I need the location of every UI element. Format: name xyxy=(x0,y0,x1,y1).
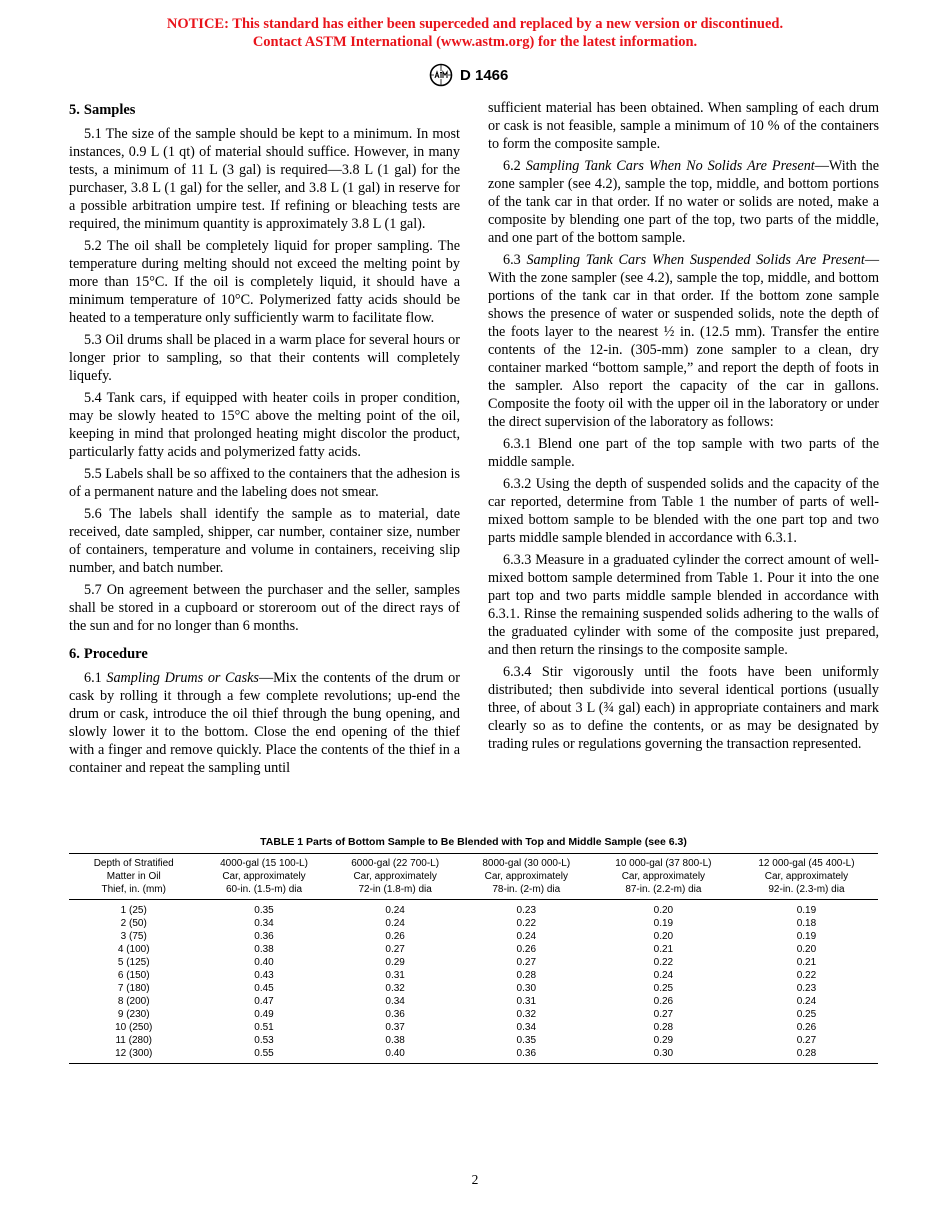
table-cell-value: 0.26 xyxy=(385,931,405,942)
table-row xyxy=(69,982,878,995)
table-cell-depth: 2 (50) xyxy=(120,918,147,929)
document-header xyxy=(428,62,508,88)
table-cell-value: 0.36 xyxy=(516,1048,537,1059)
notice-line-2: Contact ASTM International (www.astm.org) for the latest information. xyxy=(252,34,698,50)
table-cell-value: 0.34 xyxy=(516,1022,537,1033)
table-cell-value: 0.49 xyxy=(254,1009,274,1020)
paragraph-5-5: 5.5 Labels shall be so affixed to the containers that the adhesion is of a permanent nature and the labeling does not smear. xyxy=(69,466,461,500)
paragraph-5-3: 5.3 Oil drums shall be placed in a warm place for several hours or longer prior to sampling, so that their contents will completely liquefy. xyxy=(69,332,460,384)
table-cell-value: 0.35 xyxy=(516,1035,537,1046)
paragraph-6-3-3: 6.3.3 Measure in a graduated cylinder the correct amount of well-mixed bottom sample determined from Table 1. Pour it into the one part top and two parts middle sample blended in accordance with 6.3.1. Rinse the remaining suspended solids adhering to the walls of the graduated cylinder with some of the composite just prepared, and then return the rinsings to the composite sample. xyxy=(488,552,879,658)
table-cell-value: 0.29 xyxy=(653,1035,674,1046)
table-cell-value: 0.25 xyxy=(653,983,674,994)
table-cell-value: 0.20 xyxy=(653,905,674,916)
table-cell-value: 0.31 xyxy=(516,996,537,1007)
table-cell-value: 0.38 xyxy=(385,1035,405,1046)
table-cell-value: 0.24 xyxy=(796,996,817,1007)
table-cell-depth: 10 (250) xyxy=(115,1022,153,1033)
paragraph-5-2: 5.2 The oil shall be completely liquid for proper sampling. The temperature during melting should not exceed the melting point by more than 15°C. If the oil is completely liquid, it should have a minimum temperature of 10°C. Polymerized fatty acids should be heated to a temperature only sufficiently warm to facilitate flow. xyxy=(69,238,460,326)
table-1 xyxy=(69,836,878,1064)
table-cell-value: 0.28 xyxy=(653,1022,674,1033)
table-cell-value: 0.30 xyxy=(653,1048,674,1059)
paragraph-5-6: 5.6 The labels shall identify the sample as to material, date received, date sampled, shipper, car number, container size, number of containers, temperature and volume in containers, receiving slip number, and batch number. xyxy=(69,506,460,576)
table-cell-depth: 4 (100) xyxy=(117,944,150,955)
table-cell-value: 0.22 xyxy=(653,957,674,968)
table-cell-value: 0.22 xyxy=(796,970,817,981)
table-cell-value: 0.47 xyxy=(254,996,274,1007)
paragraph-6-3-4: 6.3.4 Stir vigorously until the foots have been uniformly distributed; then subdivide into several identical portions (usually three, of about 3 L (¾ gal) each) in appropriate containers and mark clearly so as to define the contents, or as may be designated by trading rules or regulations governing the transaction represented. xyxy=(488,664,879,752)
table-row xyxy=(69,1047,878,1064)
table-cell-depth: 11 (280) xyxy=(115,1035,152,1046)
notice-banner xyxy=(0,15,950,51)
table-cell-value: 0.23 xyxy=(796,983,817,994)
table-cell-value: 0.24 xyxy=(653,970,674,981)
table-cell-value: 0.40 xyxy=(254,957,274,968)
paragraph-6-3-1: 6.3.1 Blend one part of the top sample with two parts of the middle sample. xyxy=(488,436,879,470)
table-cell-value: 0.31 xyxy=(385,970,405,981)
table-cell-value: 0.36 xyxy=(385,1009,405,1020)
table-row xyxy=(69,900,878,918)
table-cell-value: 0.20 xyxy=(653,931,674,942)
table-cell-depth: 3 (75) xyxy=(120,931,147,942)
table-cell-value: 0.27 xyxy=(385,944,405,955)
paragraph-6-1-continued: sufficient material has been obtained. When sampling of each drum or cask is not feasible, sample a minimum of 10 % of the containers to form the composite sample. xyxy=(488,100,879,152)
table-cell-value: 0.21 xyxy=(796,957,817,968)
table-cell-value: 0.26 xyxy=(653,996,674,1007)
column-header-4000-gal: 4000-gal (15 100-L) Car, approximately 60-in. (1.5-m) dia xyxy=(220,858,308,895)
table-cell-value: 0.40 xyxy=(385,1048,405,1059)
right-column xyxy=(488,99,879,757)
table-cell-value: 0.29 xyxy=(385,957,405,968)
column-header-10000-gal: 10 000-gal (37 800-L) Car, approximately 87-in. (2.2-m) dia xyxy=(615,858,712,895)
page-number: 2 xyxy=(471,1172,479,1187)
table-cell-depth: 9 (230) xyxy=(117,1009,150,1020)
table-cell-value: 0.19 xyxy=(653,918,674,929)
table-cell-value: 0.30 xyxy=(516,983,537,994)
table-row xyxy=(69,995,878,1008)
table-cell-value: 0.32 xyxy=(516,1009,537,1020)
left-column xyxy=(69,97,460,781)
table-cell-value: 0.23 xyxy=(516,905,537,916)
table-cell-value: 0.26 xyxy=(796,1022,817,1033)
table-row xyxy=(69,969,878,982)
table-row xyxy=(69,930,878,943)
table-cell-value: 0.32 xyxy=(385,983,405,994)
table-cell-value: 0.19 xyxy=(796,931,817,942)
table-1-grid xyxy=(69,853,878,1064)
paragraph-5-4: 5.4 Tank cars, if equipped with heater coils in proper condition, may be slowly heated to 15°C above the melting point of the oil, keeping in mind that prolonged heating might discolor the product, particularly fatty acids and polymerized fatty acids. xyxy=(69,390,460,460)
table-cell-value: 0.53 xyxy=(254,1035,274,1046)
table-row xyxy=(69,956,878,969)
paragraph-6-1: 6.1 Sampling Drums or Casks—Mix the contents of the drum or cask by rolling it through a few complete revolutions; up-end the drum or cask, introduce the oil thief through the bung opening, and slowly lower it to the bottom. Close the end opening of the thief with a finger and remove quickly. Place the contents of the thief in a container and repeat the sampling until xyxy=(69,670,461,776)
table-row xyxy=(69,1034,878,1047)
table-cell-depth: 8 (200) xyxy=(117,996,150,1007)
table-cell-depth: 5 (125) xyxy=(117,957,150,968)
table-cell-value: 0.26 xyxy=(516,944,537,955)
table-cell-depth: 7 (180) xyxy=(117,983,150,994)
column-header-6000-gal: 6000-gal (22 700-L) Car, approximately 72-in (1.8-m) dia xyxy=(351,858,440,895)
column-header-depth: Depth of Stratified Matter in Oil Thief, in. (mm) xyxy=(93,858,174,895)
table-cell-value: 0.35 xyxy=(254,905,274,916)
table-cell-value: 0.43 xyxy=(254,970,274,981)
table-cell-value: 0.28 xyxy=(796,1048,817,1059)
table-cell-value: 0.28 xyxy=(516,970,537,981)
table-cell-value: 0.27 xyxy=(516,957,537,968)
table-cell-value: 0.24 xyxy=(385,905,405,916)
standard-designation: D 1466 xyxy=(460,66,509,84)
table-cell-value: 0.38 xyxy=(254,944,274,955)
column-header-8000-gal: 8000-gal (30 000-L) Car, approximately 78-in. (2-m) dia xyxy=(482,858,571,895)
paragraph-6-3-2: 6.3.2 Using the depth of suspended solids and the capacity of the car reported, determine from Table 1 the number of parts of well-mixed bottom sample to be blended with the one part top and two parts middle sample blended in accordance with 6.3.1. xyxy=(488,476,879,546)
table-cell-value: 0.20 xyxy=(796,944,817,955)
table-cell-depth: 1 (25) xyxy=(120,905,147,916)
table-cell-depth: 6 (150) xyxy=(117,970,150,981)
table-cell-value: 0.25 xyxy=(796,1009,817,1020)
table-cell-value: 0.51 xyxy=(254,1022,274,1033)
table-row xyxy=(69,1021,878,1034)
astm-logo-icon xyxy=(428,63,454,87)
paragraph-6-3: 6.3 Sampling Tank Cars When Suspended Solids Are Present—With the zone sampler (see 4.2), sample the top, middle, and bottom portions of the tank car in that order. If the bottom zone sample shows the presence of water or suspended solids, note the depth of the foots layer to the nearest ½ in. (12.5 mm). Transfer the entire contents of the 12-in. (305-mm) zone sampler to a clean, dry container marked “bottom sample,” and report the depth of foots in the sampler. Also report the capacity of the car in gallons. Composite the footy oil with the upper oil in the laboratory or under the direct supervision of the laboratory as follows: xyxy=(488,252,879,430)
section-6-heading: 6. Procedure xyxy=(69,646,148,662)
paragraph-6-2: 6.2 Sampling Tank Cars When No Solids Are Present—With the zone sampler (see 4.2), sample the top, middle, and bottom portions of the tank car in that order. If no water or solids are noted, make a composite by blending one part of the top, two parts of the middle, and one part of the bottom sample. xyxy=(488,158,880,246)
paragraph-5-7: 5.7 On agreement between the purchaser and the seller, samples shall be stored in a cupboard or storeroom out of the direct rays of the sun and for no longer than 6 months. xyxy=(69,582,460,634)
table-cell-value: 0.37 xyxy=(385,1022,405,1033)
table-row xyxy=(69,1008,878,1021)
table-row xyxy=(69,943,878,956)
table-cell-value: 0.27 xyxy=(796,1035,817,1046)
table-body xyxy=(69,900,878,1064)
table-cell-value: 0.22 xyxy=(516,918,537,929)
table-cell-value: 0.21 xyxy=(653,944,674,955)
table-cell-value: 0.45 xyxy=(254,983,274,994)
table-cell-value: 0.24 xyxy=(516,931,537,942)
table-1-title: TABLE 1 Parts of Bottom Sample to Be Blended with Top and Middle Sample (see 6.3) xyxy=(260,836,687,848)
table-cell-value: 0.24 xyxy=(385,918,405,929)
table-cell-value: 0.27 xyxy=(653,1009,674,1020)
table-cell-value: 0.34 xyxy=(254,918,274,929)
column-header-12000-gal: 12 000-gal (45 400-L) Car, approximately 92-in. (2.3-m) dia xyxy=(758,858,855,895)
table-cell-value: 0.55 xyxy=(254,1048,274,1059)
table-cell-value: 0.34 xyxy=(385,996,405,1007)
table-cell-value: 0.36 xyxy=(254,931,274,942)
paragraph-5-1: 5.1 The size of the sample should be kept to a minimum. In most instances, 0.9 L (1 qt) of material should suffice. However, in many tests, a minimum of 11 L (3 gal) is required—3.8 L (1 gal) for the purchaser, 3.8 L (1 gal) for the seller, and 3.8 L (1 gal) in reserve for a possible arbitration umpire test. If refining or bleaching tests are required, the minimum quantity is approximately 3.8 L (1 gal). xyxy=(69,126,460,232)
table-row xyxy=(69,917,878,930)
section-5-heading: 5. Samples xyxy=(69,102,136,118)
table-header-row xyxy=(69,854,878,900)
table-cell-value: 0.19 xyxy=(796,905,817,916)
notice-line-1: NOTICE: This standard has either been superceded and replaced by a new version or discontinued. xyxy=(166,16,784,32)
table-cell-value: 0.18 xyxy=(796,918,817,929)
table-cell-depth: 12 (300) xyxy=(115,1048,153,1059)
